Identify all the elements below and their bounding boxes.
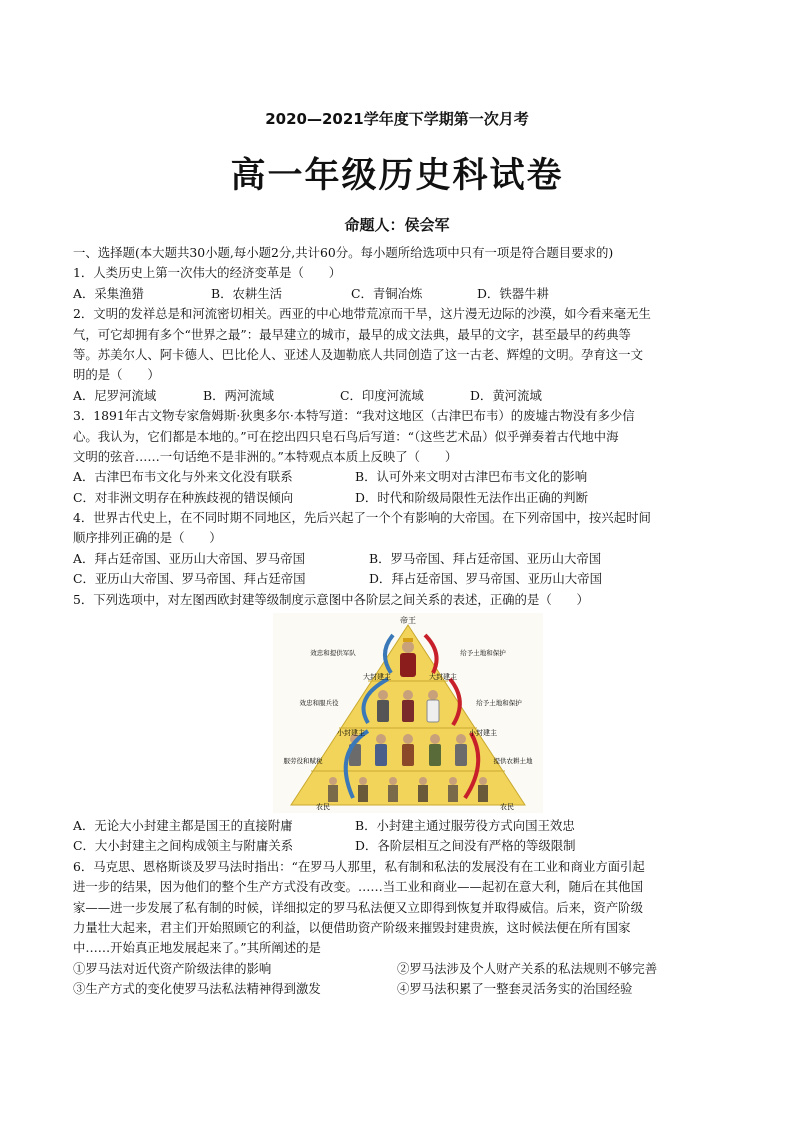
option-b: B．罗马帝国、拜占廷帝国、亚历山大帝国 — [369, 550, 602, 566]
question-1-stem: 1．人类历史上第一次伟大的经济变革是（ ） — [73, 265, 342, 281]
question-2-line: 明的是（ ） — [73, 367, 160, 383]
question-1-options — [73, 284, 733, 304]
question-6-line: 力量壮大起来，君主们开始照顾它的利益，以便借助资产阶级来摧毁封建贵族，这时候法便在所有国家 — [73, 919, 631, 935]
option-4: ④罗马法积累了一整套灵活务实的治国经验 — [397, 981, 633, 997]
option-a: A．尼罗河流域 — [73, 387, 157, 403]
option-b: B．两河流域 — [203, 387, 275, 403]
option-b: B．认可外来文明对古津巴布韦文化的影响 — [355, 469, 588, 485]
arrow-label: 服劳役和赋税 — [283, 757, 323, 766]
question-2-line: 气，可它却拥有多个“世界之最”：最早建立的城市，最早的成文法典，最早的文字，甚至最早的药典等 — [73, 326, 631, 342]
question-5-stem: 5．下列选项中，对左图西欧封建等级制度示意图中各阶层之间关系的表述，正确的是（ ） — [73, 591, 589, 607]
question-6-line: 家——进一步发展了私有制的时候，详细拟定的罗马私法便又立即得到恢复并取得威信。后来，资产阶级 — [73, 899, 643, 915]
question-4-options-row2 — [73, 569, 733, 589]
feudal-hierarchy-diagram — [273, 613, 543, 813]
exam-body — [73, 243, 733, 1000]
question-3-line: 心。我认为，它们都是本地的。”可在挖出四只皂石鸟后写道：“（这些艺术品）似乎弹奏着古代地中海 — [73, 428, 619, 444]
question-2-line: 等。苏美尔人、阿卡德人、巴比伦人、亚述人及迦勒底人共同创造了这一古老、辉煌的文明。孕育这一文 — [73, 346, 643, 362]
question-6-line: 6．马克思、恩格斯谈及罗马法时指出：“在罗马人那里，私有制和私法的发展没有在工业和商业方面引起 — [73, 858, 645, 874]
option-1: ①罗马法对近代资产阶级法律的影响 — [73, 960, 272, 976]
option-d: D．拜占廷帝国、罗马帝国、亚历山大帝国 — [369, 571, 602, 587]
level-label: 农民 — [500, 803, 514, 812]
option-d: D．时代和阶级局限性无法作出正确的判断 — [355, 489, 588, 505]
arrow-label: 提供农耕土地 — [493, 757, 533, 766]
exam-author: 命题人：侯会军 — [344, 216, 450, 234]
exam-subtitle: 2020—2021学年度下学期第一次月考 — [265, 110, 529, 128]
level-label: 大封建主 — [429, 673, 457, 682]
option-b: B．农耕生活 — [211, 285, 283, 301]
arrow-label: 效忠和服兵役 — [299, 699, 339, 708]
arrow-label: 给予土地和保护 — [476, 699, 522, 708]
question-6-line: 进一步的结果，因为他们的整个生产方式没有改变。……当工业和商业——起初在意大利，随后在其他国 — [73, 879, 643, 895]
option-2: ②罗马法涉及个人财产关系的私法规则不够完善 — [397, 960, 658, 976]
option-a: A．拜占廷帝国、亚历山大帝国、罗马帝国 — [73, 550, 305, 566]
question-5-options-row1 — [73, 816, 733, 836]
option-c: C．印度河流域 — [340, 387, 424, 403]
option-a: A．古津巴布韦文化与外来文化没有联系 — [73, 469, 293, 485]
arrow-label: 效忠和提供军队 — [310, 649, 356, 658]
section-heading: 一、选择题(本大题共30小题,每小题2分,共计60分。每小题所给选项中只有一项是符合题目要求的) — [73, 245, 614, 260]
question-4-line: 4．世界古代史上，在不同时期不同地区，先后兴起了一个个有影响的大帝国。在下列帝国中，按兴起时间 — [73, 510, 651, 526]
option-c: C．青铜冶炼 — [351, 285, 423, 301]
option-c: C．对非洲文明存在种族歧视的错误倾向 — [73, 489, 294, 505]
option-d: D．各阶层相互之间没有严格的等级限制 — [355, 838, 576, 854]
option-3: ③生产方式的变化使罗马法私法精神得到激发 — [73, 981, 321, 997]
question-3-options-row2 — [73, 488, 733, 508]
exam-title: 高一年级历史科试卷 — [230, 156, 564, 196]
level-label: 帝王 — [400, 616, 416, 626]
level-label: 农民 — [316, 803, 330, 812]
great-lord-figures — [377, 690, 439, 722]
question-6-options-row2 — [73, 979, 733, 999]
question-2-options — [73, 386, 733, 406]
option-c: C．大小封建主之间构成领主与附庸关系 — [73, 838, 294, 854]
question-6-line: 中……开始真正地发展起来了。”其所阐述的是 — [73, 940, 321, 956]
feudal-pyramid-svg — [273, 613, 543, 813]
question-4-options-row1 — [73, 549, 733, 569]
arrow-label: 给予土地和保护 — [460, 649, 506, 658]
question-3-line: 3．1891年古文物专家詹姆斯·狄奥多尔·本特写道：“我对这地区（古津巴布韦）的废墟古物没有多少信 — [73, 408, 635, 424]
question-2-line: 2．文明的发祥总是和河流密切相关。西亚的中心地带荒凉而干旱，这片漫无边际的沙漠，如今看来毫无生 — [73, 306, 651, 322]
level-label: 小封建主 — [469, 729, 497, 738]
question-3-line: 文明的弦音……一句话绝不是非洲的。”本特观点本质上反映了（ ） — [73, 448, 458, 464]
option-d: D．黄河流域 — [470, 387, 542, 403]
option-c: C．亚历山大帝国、罗马帝国、拜占廷帝国 — [73, 571, 306, 587]
level-label: 小封建主 — [337, 729, 365, 738]
question-4-line: 顺序排列正确的是（ ） — [73, 530, 222, 546]
option-d: D．铁器牛耕 — [477, 285, 549, 301]
question-3-options-row1 — [73, 467, 733, 487]
question-6-options-row1 — [73, 959, 733, 979]
option-a: A．采集渔猎 — [73, 285, 144, 301]
option-a: A．无论大小封建主都是国王的直接附庸 — [73, 818, 293, 834]
question-5-options-row2 — [73, 836, 733, 856]
option-b: B．小封建主通过服劳役方式向国王效忠 — [355, 818, 575, 834]
level-label: 大封建主 — [363, 673, 391, 682]
